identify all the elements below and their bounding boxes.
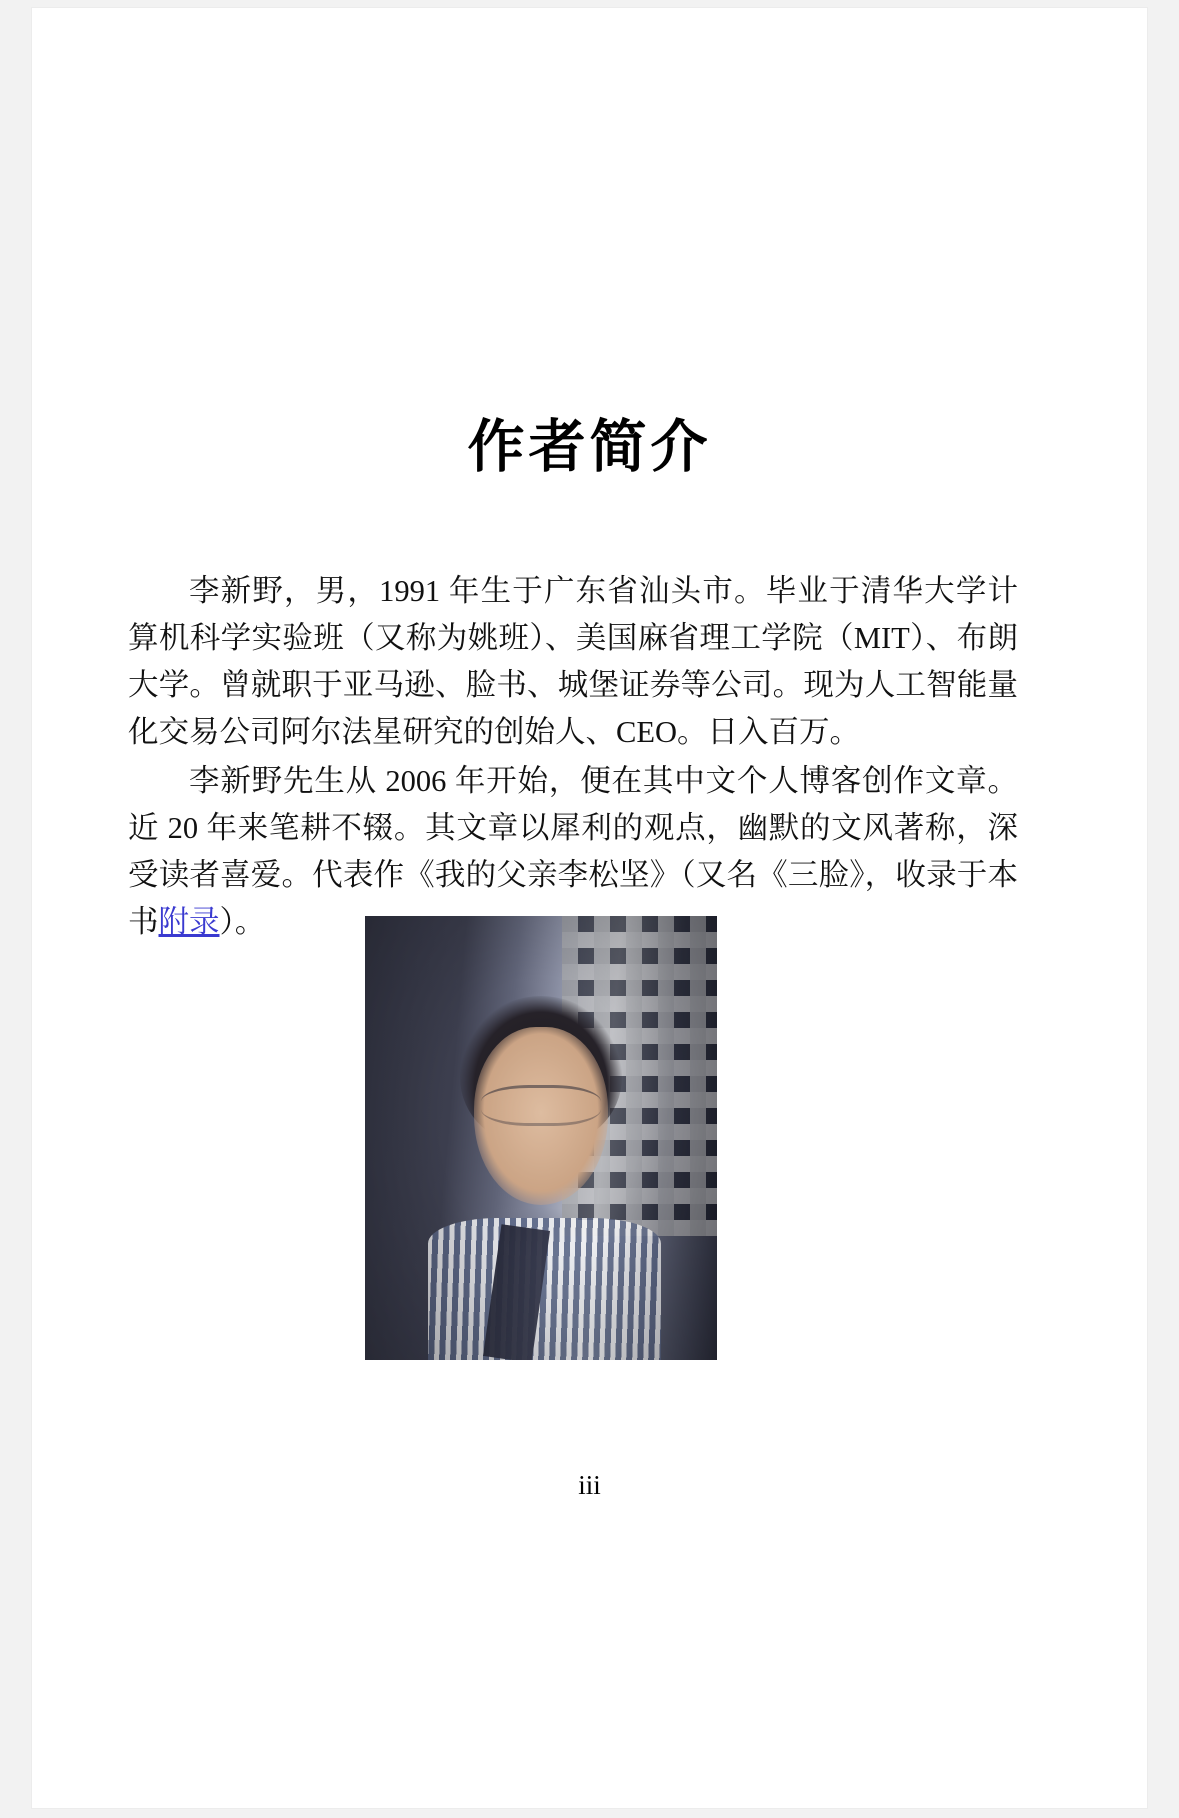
page-number: iii [578, 1470, 601, 1500]
photo-vignette [365, 916, 717, 1360]
page-title: 作者简介 [467, 414, 712, 481]
author-photo [365, 916, 717, 1360]
paragraph-2-tail: ）。 [219, 905, 266, 939]
document-page [32, 8, 1147, 1808]
appendix-link[interactable]: 附录 [158, 905, 220, 939]
page-content [32, 8, 1147, 1808]
author-photo-image [365, 916, 717, 1360]
paragraph-2-lead: 李新野先生从 2006 年开始，便在其中文个人博客创作文章。近 20 年来笔耕不辍。其文章以犀利的观点，幽默的文风著称，深受读者喜爱。代表作《我的父亲李松坚》（又名《三脸》，收录于本书 [128, 764, 1018, 939]
paragraph-1: 李新野，男，1991 年生于广东省汕头市。毕业于清华大学计算机科学实验班（又称为姚班）、美国麻省理工学院（MIT）、布朗大学。曾就职于亚马逊、脸书、城堡证券等公司。现为人工智能量化交易公司阿尔法星研究的创始人、CEO。日入百万。 [128, 574, 1018, 749]
body-text-block [128, 568, 1018, 948]
